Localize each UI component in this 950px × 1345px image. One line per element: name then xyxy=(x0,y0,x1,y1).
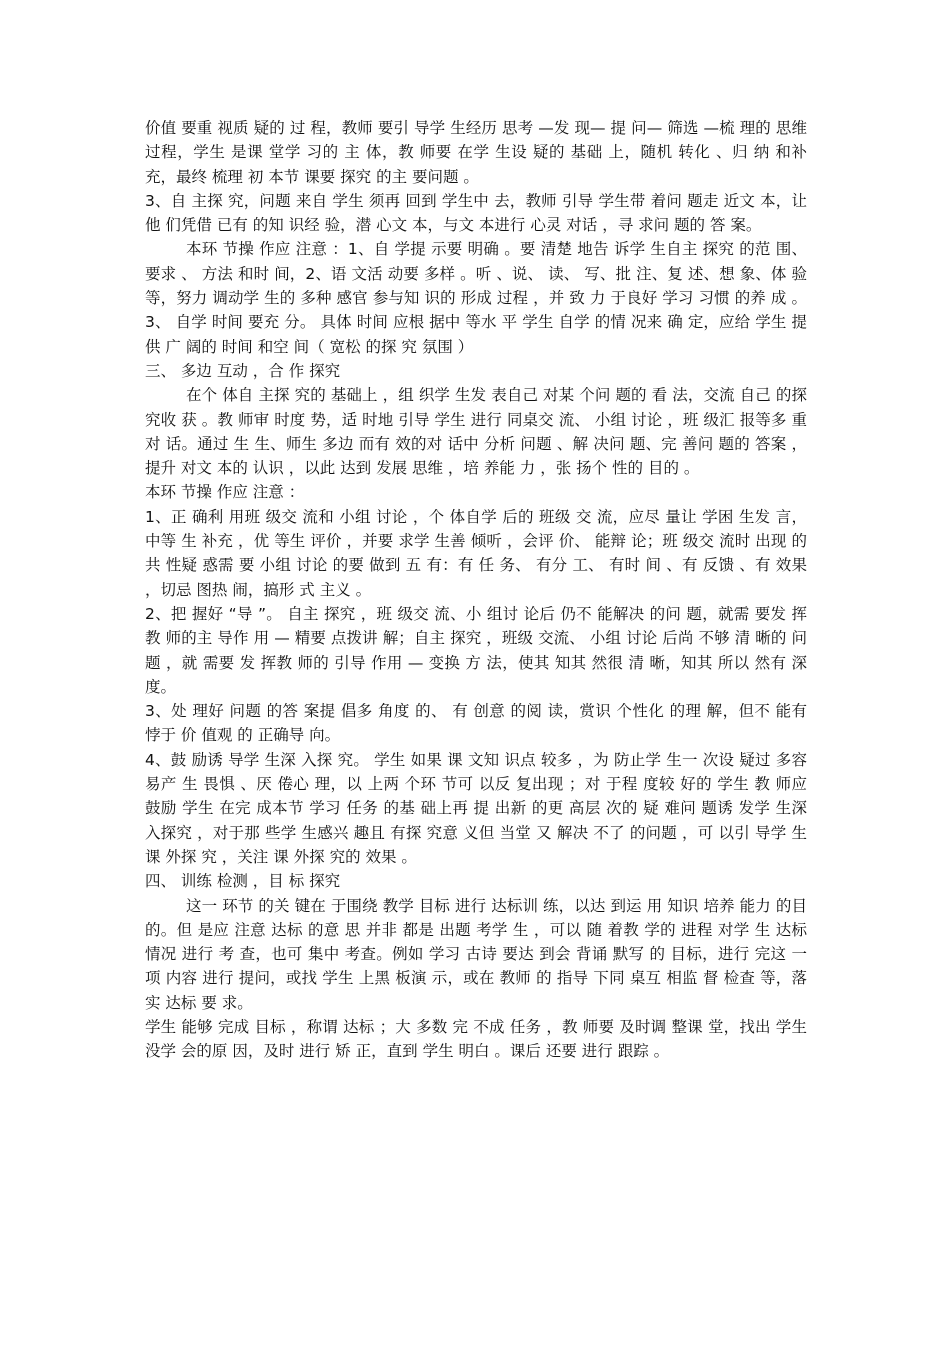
paragraph-3: 本环 节操 作应 注意 ：1、自 学提 示要 明确 。要 清楚 地告 诉学 生自主 探究 的范 围、 要求 、 方法 和时 间，2、语 文活 动要 多样 。听 、说、 读、 写、批 注、复 述、想 象、体 验等，努力 调动学 生的 多种 感官 参与知 识的 形成 过程 ，并 致 力 于良好 学习 习惯 的养 成 。3、 自学 时间 要充 分。 具体 时间 应根 据中 等水 平 学生 自学 的情 况来 确 定，应给 学生 提供 广 阔的 时间 和空 间（ 宽松 的探 究 氛围 ） xyxy=(145,240,807,356)
note-1: 1、正 确利 用班 级交 流和 小组 讨论 ，个 体自学 后的 班级 交 流，应尽 量让 学困 生发 言，中等 生 补充 ，优 等生 评价 ，并要 求学 生善 倾听 ，会评 价、 能辩 论；班 级交 流时 出现 的共 性疑 惑需 要 小组 讨论 的要 做到 五 有：有 任 务、 有分 工、 有时 间 、有 反馈 、有 效果 ，切忌 图热 闹，搞形 式 主义 。 xyxy=(145,507,807,599)
section-heading-4: 四、 训练 检测 ，目 标 探究 xyxy=(145,872,341,891)
paragraph-4: 在个 体自 主探 究的 基础上 ，组 织学 生发 表自己 对某 个问 题的 看 法，交流 自己 的探 究收 获 。教 师审 时度 势，适 时地 引导 学生 进行 同桌交 流、 小组 讨论 ，班 级汇 报等多 重对 话。通过 生 生、师生 多边 而有 效的对 话中 分析 问题 、解 决问 题、完 善问 题的 答案 ，提升 对文 本的 认识 ，以此 达到 发展 思维 ，培 养能 力 ，张 扬个 性的 目的 。 xyxy=(145,386,807,478)
note-2: 2、把 握好 “导 ”。 自主 探究 ，班 级交 流、小 组讨 论后 仍不 能解决 的问 题，就需 要发 挥教 师的主 导作 用 — 精要 点拨讲 解；自主 探究 ，班级 交流、 小组 讨论 后尚 不够 清 晰的 问题 ，就 需要 发 挥教 师的 引导 作用 — 变换 方 法，使其 知其 然很 清 晰，知其 所以 然有 深 度。 xyxy=(145,604,807,696)
section-heading-3: 三、 多边 互动 ，合 作 探究 xyxy=(145,361,341,380)
document-body xyxy=(145,116,807,1064)
paragraph-5: 这一 环节 的关 键在 于围绕 教学 目标 进行 达标训 练，以达 到运 用 知识 培养 能力 的目 的。但 是应 注意 达标 的意 思 并非 都是 出题 考学 生 ，可以 随 着教 学的 进程 对学 生 达标 情况 进行 考 查，也可 集中 考查。例如 学习 古诗 要达 到会 背诵 默写 的 目标，进行 完这 一项 内容 进行 提问，或找 学生 上黑 板演 示，或在 教师 的 指导 下同 桌互 相监 督 检查 等，落实 达标 要 求。 xyxy=(145,896,807,1012)
paragraph-2: 3、自 主探 究，问题 来自 学生 须再 回到 学生中 去，教师 引导 学生带 着问 题走 近文 本，让他 们凭借 已有 的知 识经 验，潜 心文 本，与文 本进行 心灵 对话 ，寻 求问 题的 答 案。 xyxy=(145,191,807,235)
note-3: 3、处 理好 问题 的答 案提 倡多 角度 的、 有 创意 的阅 读，赏识 个性化 的理 解，但不 能有 悖于 价 值观 的 正确导 向。 xyxy=(145,702,807,745)
note-4: 4、鼓 励诱 导学 生深 入探 究。 学生 如果 课 文知 识点 较多 ，为 防止学 生一 次设 疑过 多容 易产 生 畏惧 、厌 倦心 理，以 上两 个环 节可 以反 复出现 ；对 于程 度较 好的 学生 教 师应 鼓励 学生 在完 成本节 学习 任务 的基 础上再 提 出新 的更 高层 次的 疑 难问 题诱 发学 生深 入探究 ，对于那 些学 生感兴 趣且 有探 究意 义但 当堂 又 解决 不了 的问题 ，可 以引 导学 生课 外探 究 ，关注 课 外探 究的 效果 。 xyxy=(145,750,807,866)
paragraph-1: 价值 要重 视质 疑的 过 程，教师 要引 导学 生经历 思考 —发 现— 提 问— 筛选 —梳 理的 思维 过程，学生 是课 堂学 习的 主 体，教 师要 在学 生设 疑的 基础 上，随机 转化 、归 纳 和补 充，最终 梳理 初 本节 课要 探究 的主 要问题 。 xyxy=(145,119,807,186)
notes-heading: 本环 节操 作应 注意 ： xyxy=(145,483,305,502)
paragraph-6: 学生 能够 完成 目标 ，称谓 达标 ；大 多数 完 不成 任务 ，教 师要 及时调 整课 堂，找出 学生 没学 会的原 因，及时 进行 矫 正，直到 学生 明白 。课后 还要 进行 跟踪 。 xyxy=(145,1017,807,1061)
